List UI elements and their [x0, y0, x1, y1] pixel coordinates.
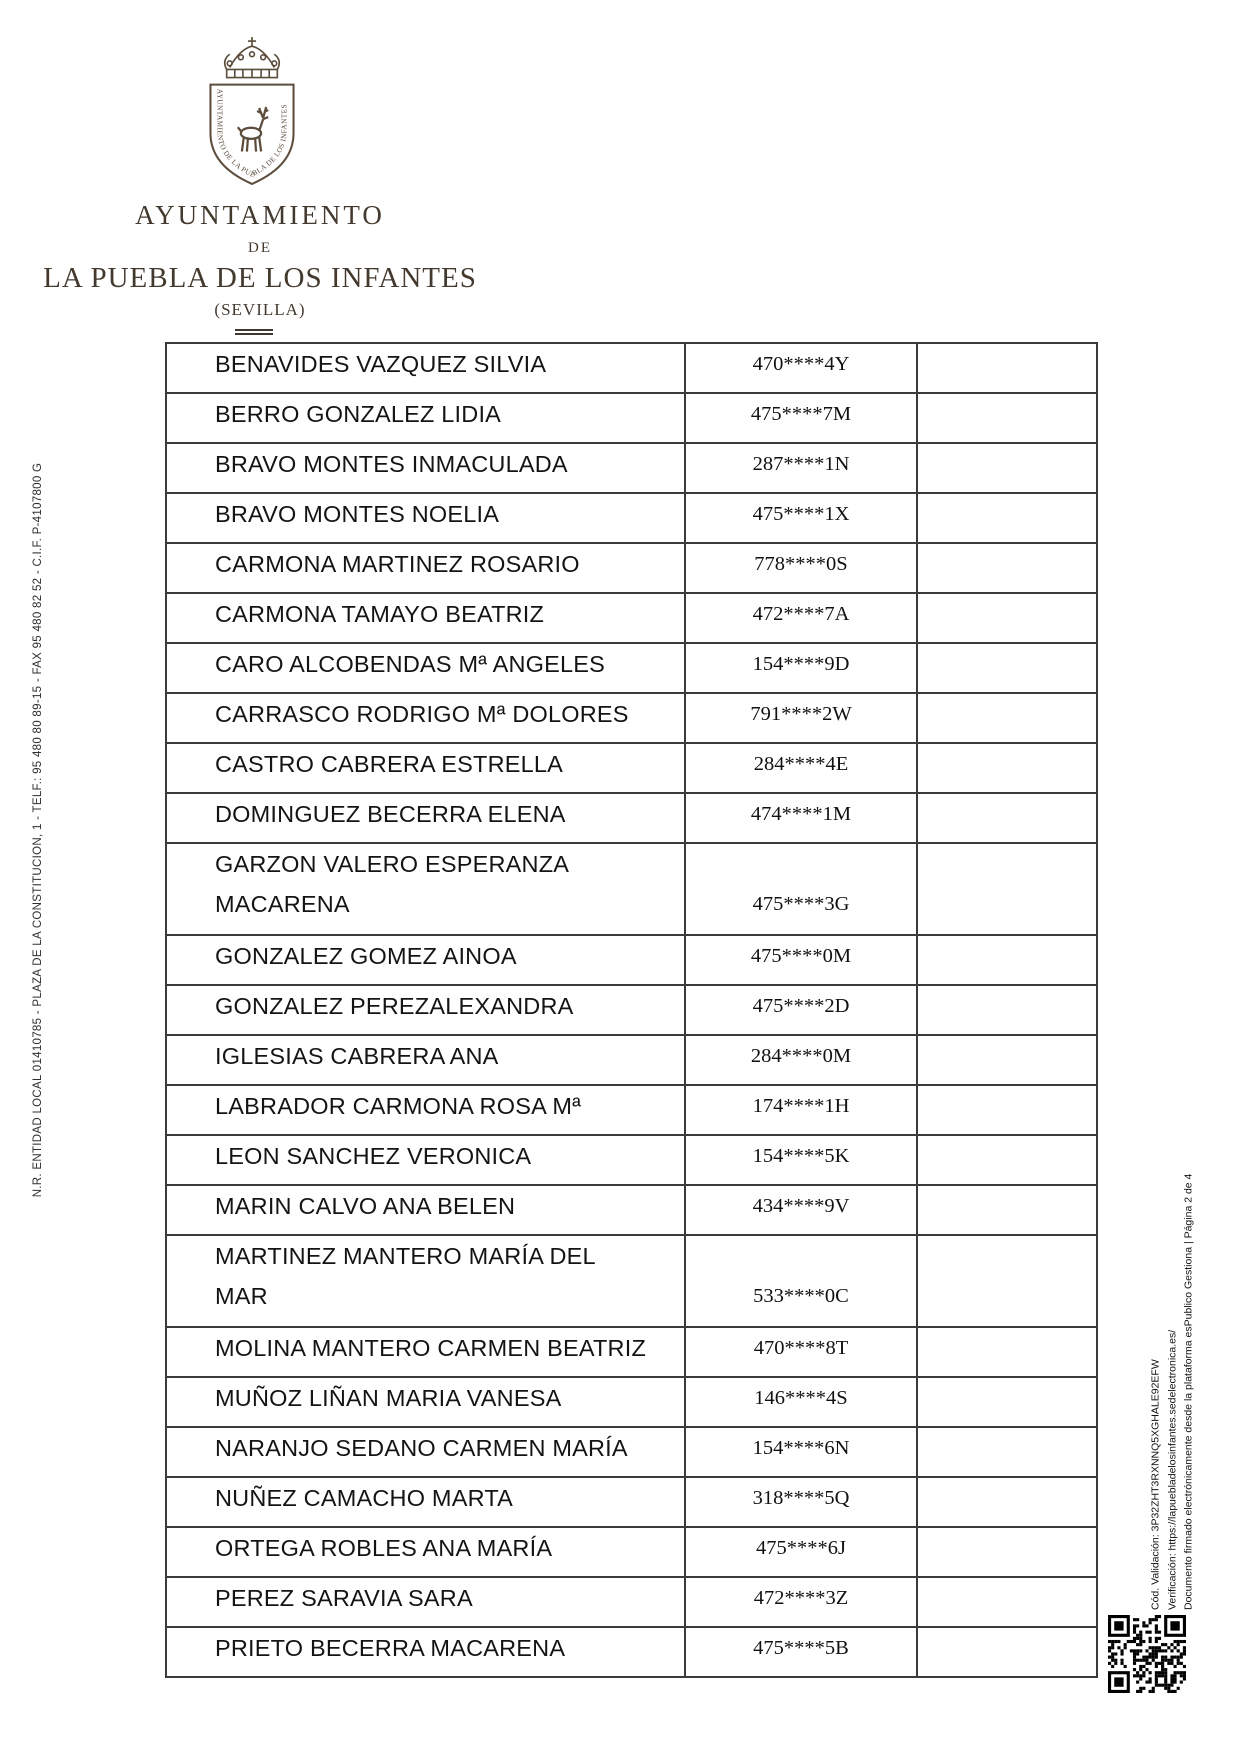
- masked-id: 318****5Q: [686, 1478, 918, 1526]
- person-name: MARTINEZ MANTERO MARÍA DEL MAR: [167, 1236, 686, 1326]
- person-name: PRIETO BECERRA MACARENA: [167, 1628, 686, 1676]
- person-name: NUÑEZ CAMACHO MARTA: [167, 1478, 686, 1526]
- person-name: BERRO GONZALEZ LIDIA: [167, 394, 686, 442]
- table-row: [167, 694, 1096, 744]
- table-row: [167, 936, 1096, 986]
- table-row: [167, 1086, 1096, 1136]
- table-row: [167, 1186, 1096, 1236]
- org-name-line3: LA PUEBLA DE LOS INFANTES: [43, 262, 477, 294]
- empty-cell: [918, 844, 1096, 934]
- person-name: GONZALEZ GOMEZ AINOA: [167, 936, 686, 984]
- person-name: MOLINA MANTERO CARMEN BEATRIZ: [167, 1328, 686, 1376]
- person-name: MARIN CALVO ANA BELEN: [167, 1186, 686, 1234]
- roster-table: [165, 342, 1098, 1678]
- masked-id: 475****5B: [686, 1628, 918, 1676]
- person-name: BRAVO MONTES INMACULADA: [167, 444, 686, 492]
- masked-id: 154****6N: [686, 1428, 918, 1476]
- qr-code-icon: [1108, 1615, 1186, 1693]
- table-row: [167, 1578, 1096, 1628]
- table-row: [167, 494, 1096, 544]
- deer-icon: [238, 107, 268, 152]
- org-name-line1: AYUNTAMIENTO: [135, 200, 385, 230]
- empty-cell: [918, 1328, 1096, 1376]
- masked-id: 475****6J: [686, 1528, 918, 1576]
- table-row: [167, 594, 1096, 644]
- table-row: [167, 1378, 1096, 1428]
- empty-cell: [918, 1136, 1096, 1184]
- empty-cell: [918, 1036, 1096, 1084]
- empty-cell: [918, 1428, 1096, 1476]
- masked-id: 284****0M: [686, 1036, 918, 1084]
- masked-id: 791****2W: [686, 694, 918, 742]
- masked-id: 475****0M: [686, 936, 918, 984]
- empty-cell: [918, 986, 1096, 1034]
- person-name: LEON SANCHEZ VERONICA: [167, 1136, 686, 1184]
- masked-id: 287****1N: [686, 444, 918, 492]
- person-name: DOMINGUEZ BECERRA ELENA: [167, 794, 686, 842]
- masked-id: 472****3Z: [686, 1578, 918, 1626]
- validation-code-line: Cód. Validación: 3P32ZHT3RXNNQ5XGHALE92EFW: [1149, 1359, 1162, 1610]
- masked-id: 470****4Y: [686, 344, 918, 392]
- empty-cell: [918, 1086, 1096, 1134]
- verification-url-line: Verificación: https://lapuebladelosinfantes.sedelectronica.es/: [1165, 1329, 1178, 1610]
- table-row: [167, 444, 1096, 494]
- person-name: MUÑOZ LIÑAN MARIA VANESA: [167, 1378, 686, 1426]
- empty-cell: [918, 936, 1096, 984]
- empty-cell: [918, 794, 1096, 842]
- table-row: [167, 644, 1096, 694]
- table-row: [167, 844, 1096, 936]
- table-row: [167, 986, 1096, 1036]
- empty-cell: [918, 1578, 1096, 1626]
- table-row: [167, 1528, 1096, 1578]
- masked-id: 778****0S: [686, 544, 918, 592]
- person-name: CARO ALCOBENDAS Mª ANGELES: [167, 644, 686, 692]
- masked-id: 284****4E: [686, 744, 918, 792]
- table-row: [167, 1136, 1096, 1186]
- empty-cell: [918, 694, 1096, 742]
- separator-dash: [235, 329, 273, 335]
- table-row: [167, 1236, 1096, 1328]
- person-name: BENAVIDES VAZQUEZ SILVIA: [167, 344, 686, 392]
- person-name: GARZON VALERO ESPERANZA MACARENA: [167, 844, 686, 934]
- masked-id: 474****1M: [686, 794, 918, 842]
- person-name: NARANJO SEDANO CARMEN MARÍA: [167, 1428, 686, 1476]
- masked-id: 470****8T: [686, 1328, 918, 1376]
- empty-cell: [918, 344, 1096, 392]
- empty-cell: [918, 494, 1096, 542]
- empty-cell: [918, 1236, 1096, 1326]
- empty-cell: [918, 1186, 1096, 1234]
- municipal-crest-icon: [196, 34, 308, 188]
- masked-id: 154****9D: [686, 644, 918, 692]
- masked-id: 533****0C: [686, 1236, 918, 1326]
- masked-id: 174****1H: [686, 1086, 918, 1134]
- table-row: [167, 344, 1096, 394]
- table-row: [167, 1328, 1096, 1378]
- table-row: [167, 744, 1096, 794]
- table-row: [167, 794, 1096, 844]
- person-name: IGLESIAS CABRERA ANA: [167, 1036, 686, 1084]
- person-name: CARRASCO RODRIGO Mª DOLORES: [167, 694, 686, 742]
- person-name: PEREZ SARAVIA SARA: [167, 1578, 686, 1626]
- person-name: CASTRO CABRERA ESTRELLA: [167, 744, 686, 792]
- masked-id: 475****2D: [686, 986, 918, 1034]
- table-row: [167, 544, 1096, 594]
- org-name-line4: (SEVILLA): [214, 300, 306, 319]
- empty-cell: [918, 394, 1096, 442]
- table-row: [167, 1036, 1096, 1086]
- empty-cell: [918, 544, 1096, 592]
- table-row: [167, 1628, 1096, 1676]
- empty-cell: [918, 1628, 1096, 1676]
- person-name: CARMONA MARTINEZ ROSARIO: [167, 544, 686, 592]
- table-row: [167, 1478, 1096, 1528]
- empty-cell: [918, 1528, 1096, 1576]
- table-row: [167, 394, 1096, 444]
- empty-cell: [918, 594, 1096, 642]
- masked-id: 475****3G: [686, 844, 918, 934]
- person-name: GONZALEZ PEREZALEXANDRA: [167, 986, 686, 1034]
- signature-page-line: Documento firmado electrónicamente desde la plataforma esPublico Gestiona | Página 2 de 4: [1182, 1173, 1195, 1610]
- masked-id: 472****7A: [686, 594, 918, 642]
- empty-cell: [918, 1378, 1096, 1426]
- empty-cell: [918, 1478, 1096, 1526]
- empty-cell: [918, 644, 1096, 692]
- org-name-line2: DE: [248, 240, 272, 256]
- person-name: CARMONA TAMAYO BEATRIZ: [167, 594, 686, 642]
- masked-id: 154****5K: [686, 1136, 918, 1184]
- crest-ring-text: AYUNTAMIENTO DE LA PUEBLA DE LOS INFANTES: [215, 88, 289, 180]
- masked-id: 434****9V: [686, 1186, 918, 1234]
- empty-cell: [918, 444, 1096, 492]
- table-row: [167, 1428, 1096, 1478]
- person-name: ORTEGA ROBLES ANA MARÍA: [167, 1528, 686, 1576]
- masked-id: 475****7M: [686, 394, 918, 442]
- masked-id: 475****1X: [686, 494, 918, 542]
- empty-cell: [918, 744, 1096, 792]
- masked-id: 146****4S: [686, 1378, 918, 1426]
- left-margin-entity-text: N.R. ENTIDAD LOCAL 01410785 - PLAZA DE LA CONSTITUCION, 1 - TELF.: 95 480 80 89-15 - FAX 95 480 82 52 - C.I.F. P-4107800 G: [32, 462, 44, 1198]
- person-name: BRAVO MONTES NOELIA: [167, 494, 686, 542]
- person-name: LABRADOR CARMONA ROSA Mª: [167, 1086, 686, 1134]
- right-margin-validation-text: [1147, 1090, 1197, 1610]
